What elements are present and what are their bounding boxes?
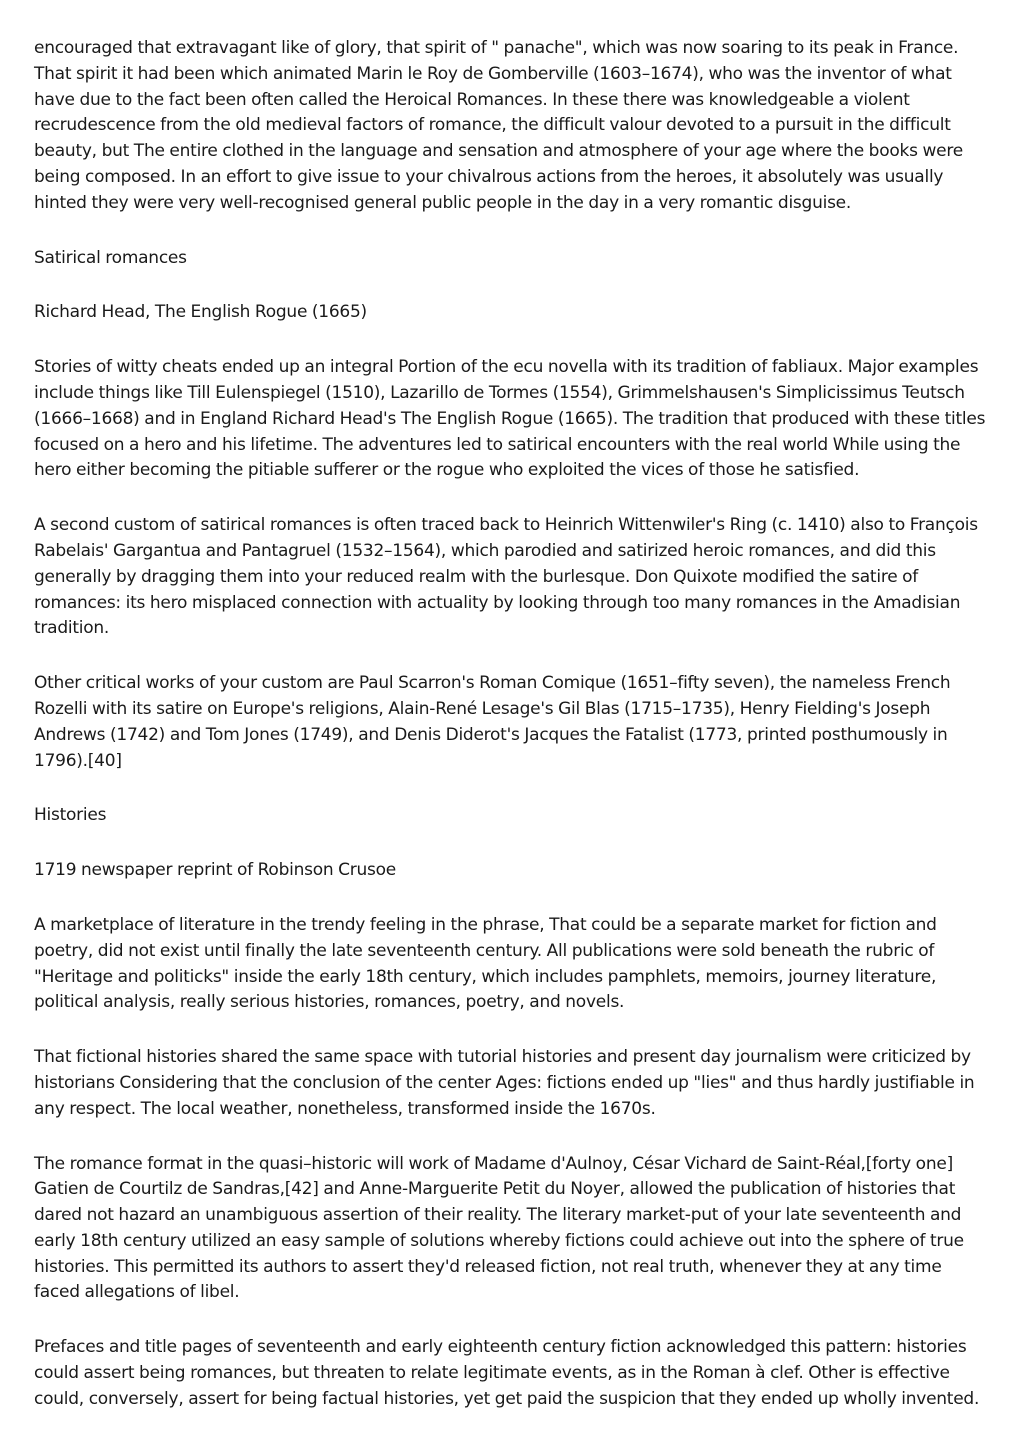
paragraph-heroical-romances: encouraged that extravagant like of glory, that spirit of " panache", which was now soaring to its peak in France. That spirit it had been which animated Marin le Roy de Gomberville (1603–1674), who was the inventor of what have due to the fact been often called the Heroical Romances. In these there was knowledgeable a violent recrudescence from the old medieval factors of romance, the difficult valour devoted to a pursuit in the difficult beauty, but The entire clothed in the language and sensation and atmosphere of your age where the books were being composed. In an effort to give issue to your chivalrous actions from the heroes, it absolutely was usually hinted they were very well-recognised general public people in the day in a very romantic disguise. [34, 38, 963, 213]
paragraph-romance-format: The romance format in the quasi–historic will work of Madame d'Aulnoy, César Vichard de Saint-Réal,[forty one] Gatien de Courtilz de Sandras,[42] and Anne-Marguerite Petit du Noyer, allowed the publication of histories that dared not hazard an unambiguous assertion of their reality. The literary market-put of your late seventeenth and early 18th century utilized an easy sample of solutions whereby fictions could achieve out into the sphere of true histories. This permitted its authors to assert they'd released fiction, not real truth, whenever they at any time faced allegations of libel. [34, 1153, 964, 1303]
paragraph-marketplace-of-literature: A marketplace of literature in the trendy feeling in the phrase, That could be a separate market for fiction and poetry, did not exist until finally the late seventeenth century. All publications were sold beneath the rubric of "Heritage and politicks" inside the early 18th century, which includes pamphlets, memoirs, journey literature, political analysis, really serious histories, romances, poetry, and novels. [34, 914, 937, 1013]
image-caption-robinson-crusoe: 1719 newspaper reprint of Robinson Crusoe [34, 860, 396, 881]
paragraph-prefaces-and-title-pages: Prefaces and title pages of seventeenth and early eighteenth century fiction acknowledged this pattern: histories could assert being romances, but threaten to relate legitimate events, as in the Roman à clef. Other is effective could, conversely, assert for being factual histories, yet get paid the suspicion that they ended up wholly invented. [34, 1337, 980, 1409]
image-caption-english-rogue: Richard Head, The English Rogue (1665) [34, 302, 367, 323]
paragraph-second-custom: A second custom of satirical romances is often traced back to Heinrich Wittenwiler's Ring (c. 1410) also to François Rabelais' Gargantua and Pantagruel (1532–1564), which parodied and satirized heroic romances, and did this generally by dragging them into your reduced realm with the burlesque. Don Quixote modified the satire of romances: its hero misplaced connection with actuality by looking through too many romances in the Amadisian tradition. [34, 515, 978, 639]
section-heading-satirical-romances: Satirical romances [34, 247, 187, 268]
paragraph-fictional-histories: That fictional histories shared the same space with tutorial histories and present day journalism were criticized by historians Considering that the conclusion of the center Ages: fictions ended up "lies" and thus hardly justifiable in any respect. The local weather, nonetheless, transformed inside the 1670s. [34, 1047, 975, 1119]
section-heading-histories: Histories [34, 805, 107, 826]
paragraph-other-critical-works: Other critical works of your custom are Paul Scarron's Roman Comique (1651–fifty seven), the nameless French Rozelli with its satire on Europe's religions, Alain-René Lesage's Gil Blas (1715–1735), Henry Fielding's Joseph Andrews (1742) and Tom Jones (1749), and Denis Diderot's Jacques the Fatalist (1773, printed posthumously in 1796).[40] [34, 673, 951, 771]
paragraph-witty-cheats: Stories of witty cheats ended up an integral Portion of the ecu novella with its tradition of fabliaux. Major examples include things like Till Eulenspiegel (1510), Lazarillo de Tormes (1554), Grimmelshausen's Simplicissimus Teutsch (1666–1668) and in England Richard Head's The English Rogue (1665). The tradition that produced with these titles focused on a hero and his lifetime. The adventures led to satirical encounters with the real world While using the hero either becoming the pitiable sufferer or the rogue who exploited the vices of those he satisfied. [34, 357, 986, 481]
